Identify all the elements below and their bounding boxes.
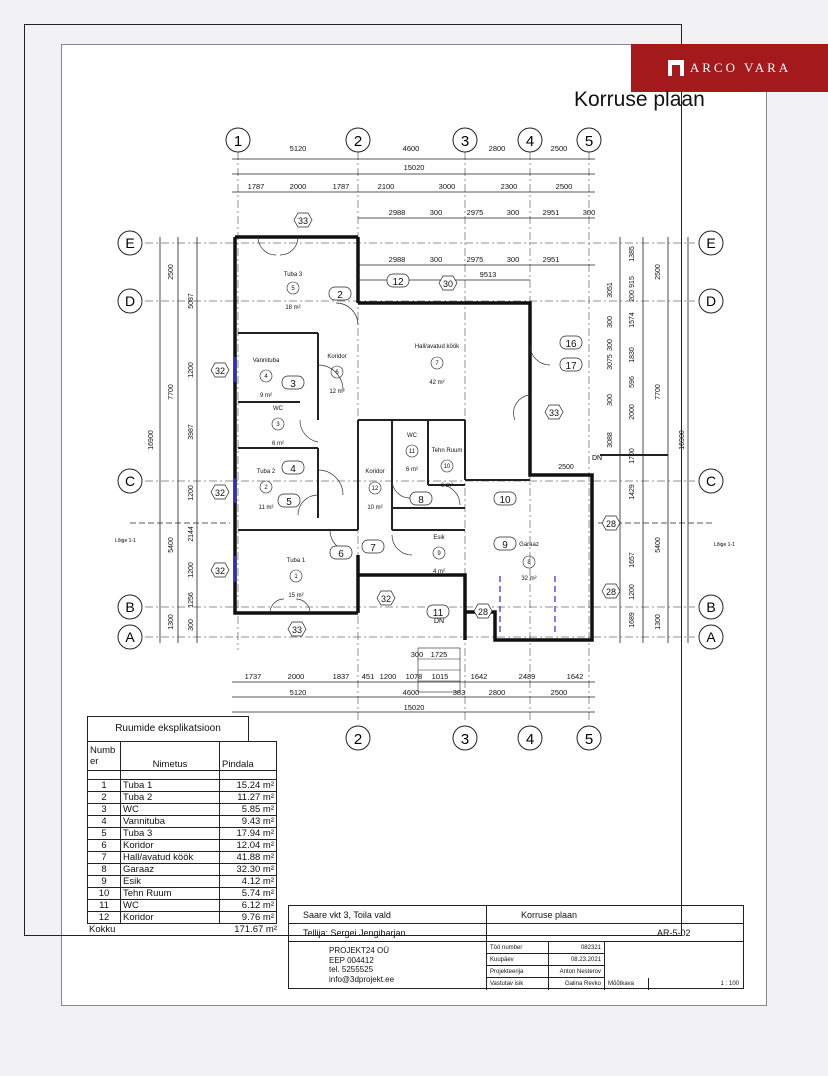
window-tag [545,405,563,419]
table-row: 12 Koridor 9.76 m² [88,912,277,924]
svg-text:2: 2 [337,290,343,301]
svg-text:28: 28 [605,519,617,529]
dim-text: 2489 [518,672,536,681]
dim-text: 5120 [289,688,307,697]
dim-text: 1725 [430,650,448,659]
dim-text: 2988 [388,208,406,217]
explication-caption: Ruumide eksplikatsioon [87,716,249,741]
table-row: 8 Garaaz 32.30 m² [88,864,277,876]
grid-bubble-3-bottom [453,726,477,750]
dim-text: 1429 [629,484,636,500]
svg-text:Tuba 3: Tuba 3 [283,272,303,278]
svg-text:Garaaz: Garaaz [519,542,539,548]
tb-value-responsible: Galina Revko [549,978,605,990]
window-tag [211,363,229,377]
total-label: Kokku [89,924,116,935]
dn-label-stairs: DN [434,618,445,625]
dim-text: 596 [629,376,636,388]
svg-text:Tuba 1: Tuba 1 [286,558,306,564]
dim-text: 5400 [655,537,662,553]
svg-text:A: A [706,629,716,645]
svg-text:33: 33 [291,625,303,635]
svg-text:2: 2 [353,133,363,150]
dimensions-right [558,246,686,630]
svg-text:11 m²: 11 m² [258,505,274,511]
dim-text: 5400 [168,537,175,553]
dimensions-left [148,264,195,631]
svg-text:D: D [705,293,717,309]
grid-bubbles-bottom [346,726,601,750]
dim-text: 300 [429,255,443,264]
svg-text:17: 17 [565,361,577,372]
dim-text: 2500 [550,144,568,153]
dim-text: 3000 [438,182,456,191]
door-tag [278,494,300,508]
door-tags [278,274,582,619]
dim-text: 4600 [402,144,420,153]
dim-text: 2000 [287,672,305,681]
svg-text:3: 3 [276,422,280,428]
svg-text:32: 32 [214,566,226,576]
svg-text:7: 7 [435,361,439,367]
door-tag [494,492,516,506]
window-tag [602,516,620,530]
tb-value-job: 082321 [549,942,605,954]
door-tag [560,336,582,350]
window-tags [211,213,620,636]
room-garaaz [519,542,539,582]
svg-text:28: 28 [605,587,617,597]
svg-text:6 m²: 6 m² [272,441,284,447]
svg-text:32: 32 [214,488,226,498]
room-koridor-12 [365,469,384,511]
col-header-name: Nimetus [121,742,220,771]
room-wc-3 [272,406,284,447]
window-tag [377,591,395,605]
dim-text: 2300 [500,182,518,191]
room-tehn-ruum [432,448,463,489]
svg-text:33: 33 [548,408,560,418]
svg-text:WC: WC [273,406,283,412]
tb-label-job: Töö number [487,942,549,954]
door-tag [494,537,516,551]
svg-text:30: 30 [442,279,454,289]
dim-text: 1689 [629,612,636,628]
dim-text: 1830 [629,347,636,363]
dim-text: 15020 [403,163,425,172]
dim-text: 2500 [168,264,175,280]
svg-text:WC: WC [407,433,417,439]
table-row: 5 Tuba 3 17.94 m² [88,828,277,840]
dim-text: 3987 [188,424,195,440]
dim-text: 300 [188,619,195,631]
table-row: 7 Hall/avatud köök 41.88 m² [88,852,277,864]
dim-text: 9513 [479,270,497,279]
dim-text: 1737 [244,672,262,681]
svg-text:11: 11 [432,608,444,619]
svg-text:15 m²: 15 m² [288,593,304,599]
dim-text: 1700 [629,448,636,464]
window-tag [211,485,229,499]
svg-text:9: 9 [437,551,441,557]
dim-text: 1787 [247,182,265,191]
dim-text: 7700 [168,384,175,400]
svg-text:16: 16 [565,339,577,350]
dim-text: 2500 [655,264,662,280]
tb-sheet-code: AR-5-02 [487,924,743,942]
dim-text: 2000 [289,182,307,191]
dim-text: 1078 [405,672,423,681]
company-name: PROJEKT24 OÜ [329,946,390,955]
dim-text: 1200 [188,362,195,378]
grid-bubble-5-bottom [577,726,601,750]
grid-bubbles-right [699,231,723,649]
room-wc-11 [406,433,418,473]
grid-bubble-A-right [699,625,723,649]
dim-text: 1256 [188,592,195,608]
svg-text:D: D [124,293,136,309]
tb-company [289,942,487,990]
dim-text: 1574 [629,312,636,328]
svg-text:6 m²: 6 m² [406,467,418,473]
room-vannituba [253,358,280,399]
svg-text:12: 12 [371,486,379,492]
dim-text: 1385 [629,246,636,262]
door-tag [362,540,384,554]
dim-text: 3051 [607,282,614,298]
dim-text: 2975 [466,208,484,217]
svg-text:32: 32 [380,594,392,604]
dim-text: 2000 [629,404,636,420]
grid-bubbles-left [118,231,142,649]
door-tag [427,605,449,619]
dim-text: 300 [607,316,614,328]
grid-bubble-4-bottom [518,726,542,750]
tb-value-designer: Anton Nesterov [549,966,605,978]
svg-text:33: 33 [297,216,309,226]
svg-text:8: 8 [418,495,424,506]
svg-text:10: 10 [499,495,511,506]
svg-text:11: 11 [408,449,416,455]
table-spacer [88,771,277,780]
table-row: 4 Vannituba 9.43 m² [88,816,277,828]
company-reg: EEP 004412 [329,955,374,965]
table-row: 11 WC 6.12 m² [88,900,277,912]
window-tag [439,276,457,290]
table-row: 9 Esik 4.12 m² [88,876,277,888]
tb-address: Saare vkt 3, Toila vald [289,906,487,924]
svg-text:A: A [125,629,135,645]
room-tuba-3 [284,272,303,311]
dim-text: 16900 [148,430,155,450]
dim-text: 1015 [431,672,449,681]
svg-text:6 m²: 6 m² [441,483,453,489]
svg-text:8: 8 [527,560,531,566]
dim-text: 2951 [542,255,560,264]
dim-text: 3088 [607,432,614,448]
table-row: 6 Koridor 12.04 m² [88,840,277,852]
svg-text:Esik: Esik [433,535,445,541]
table-header-row [88,742,277,771]
tb-label-date: Kuupäev [487,954,549,966]
tb-label-responsible: Vastutav isik [487,978,549,990]
explication-table [87,741,277,924]
dim-text: 3075 [607,354,614,370]
grid-bubble-C-left [118,469,142,493]
door-tag [560,358,582,372]
svg-text:4: 4 [525,731,535,748]
table-row: 2 Tuba 2 11.27 m² [88,792,277,804]
dim-text: 2500 [550,688,568,697]
grid-bubble-3-top [453,128,477,152]
door-tag [282,376,304,390]
grid-bubble-B-right [699,595,723,619]
dim-text: 300 [582,208,596,217]
svg-text:4: 4 [525,133,535,150]
dim-text: 2100 [377,182,395,191]
room-koridor-6 [327,354,346,395]
page-title: Korruse plaan [574,88,705,111]
dim-text: 300 [506,255,520,264]
dn-label: DN [592,455,603,462]
room-tuba-1 [287,558,306,599]
svg-text:E: E [706,235,716,251]
dim-text: 2500 [558,464,574,471]
dimensions-top [248,144,596,279]
svg-text:4: 4 [264,374,268,380]
svg-text:Tuba 2: Tuba 2 [256,469,276,475]
grid-bubble-E-right [699,231,723,255]
svg-text:9: 9 [502,540,508,551]
dim-text: 4600 [402,688,420,697]
grid-bubble-D-right [699,289,723,313]
dim-text: 1642 [470,672,488,681]
section-label-left: Lõige 1-1 [115,538,136,544]
grid-bubble-E-left [118,231,142,255]
svg-text:E: E [125,235,135,251]
dim-text: 2975 [466,255,484,264]
svg-text:5: 5 [584,133,594,150]
dim-text: 200 [629,290,636,302]
svg-text:C: C [124,473,136,489]
dim-text: 15020 [403,703,425,712]
svg-text:5: 5 [584,731,594,748]
dim-text: 16900 [679,430,686,450]
door-tag [329,287,351,301]
svg-text:42 m²: 42 m² [429,380,445,386]
grid-bubble-1-top [226,128,250,152]
svg-text:2: 2 [264,485,268,491]
svg-text:10 m²: 10 m² [367,505,383,511]
svg-text:6: 6 [335,370,339,376]
window-tag [294,213,312,227]
svg-text:9 m²: 9 m² [260,393,272,399]
dim-text: 7700 [655,384,662,400]
tb-value-scale: 1 : 100 [720,981,739,987]
svg-text:12: 12 [392,277,404,288]
tb-label-designer: Projekteerija [487,966,549,978]
dimensions-bottom [245,650,584,712]
table-row: 3 WC 5.85 m² [88,804,277,816]
dim-text: 300 [607,394,614,406]
svg-text:4 m²: 4 m² [433,569,445,575]
svg-text:3: 3 [460,731,470,748]
dim-text: 2800 [488,144,506,153]
dim-text: 1200 [629,584,636,600]
svg-text:Tehn Ruum: Tehn Ruum [431,448,463,454]
title-block [288,905,744,989]
tb-label-scale: Mõõtkava [605,978,649,990]
room-tuba-2 [257,469,276,511]
svg-text:3: 3 [460,133,470,150]
dim-text: 1642 [566,672,584,681]
room-esik [433,535,446,575]
dim-text: 2800 [488,688,506,697]
room-hall-kitchen [415,344,460,386]
svg-text:Koridor: Koridor [365,469,385,475]
total-value: 171.67 m² [234,924,277,935]
window-tag [602,584,620,598]
dim-text: 300 [607,339,614,351]
window-tag [474,604,492,618]
room-labels [253,272,539,599]
svg-text:4: 4 [290,464,296,475]
explication-total [87,924,279,935]
dim-text: 2988 [388,255,406,264]
dim-text: 1787 [332,182,350,191]
tb-value-date: 08.23.2021 [549,954,605,966]
dim-text: 5120 [289,144,307,153]
svg-text:32: 32 [214,366,226,376]
svg-text:1: 1 [233,133,243,150]
dim-text: 1657 [629,552,636,568]
svg-text:Koridor: Koridor [327,354,347,360]
col-header-area: Pindala [220,742,277,771]
svg-text:6: 6 [338,549,344,560]
company-phone: tel. 5255525 [329,965,374,974]
grid-bubble-A-left [118,625,142,649]
section-label-right: Lõige 1-1 [714,542,735,548]
dim-text: 451 [361,672,375,681]
dim-text: 300 [410,650,424,659]
table-row: 10 Tehn Ruum 5.74 m² [88,888,277,900]
svg-text:32 m²: 32 m² [521,576,537,582]
svg-text:5: 5 [286,497,292,508]
dim-text: 915 [629,276,636,288]
dim-text: 1300 [655,614,662,630]
grid-bubble-B-left [118,595,142,619]
door-tag [410,492,432,506]
svg-text:5: 5 [291,286,295,292]
dim-text: 1200 [188,485,195,501]
company-email: info@3dprojekt.ee [329,974,395,984]
table-row: 1 Tuba 1 15.24 m² [88,780,277,792]
window-tag [288,622,306,636]
tb-sheet-name: Korruse plaan [487,906,743,924]
door-tag [282,461,304,475]
col-header-number: Numb er [88,742,121,771]
dim-text: 300 [506,208,520,217]
svg-text:28: 28 [477,607,489,617]
dim-text: 1200 [188,562,195,578]
svg-text:C: C [705,473,717,489]
svg-text:18 m²: 18 m² [285,305,301,311]
svg-text:12 m²: 12 m² [329,389,345,395]
dim-text: 1300 [168,614,175,630]
dim-text: 2144 [188,526,195,542]
dim-text: 300 [429,208,443,217]
dim-text: 2500 [555,182,573,191]
svg-text:3: 3 [290,379,296,390]
svg-text:10: 10 [443,464,451,470]
window-tag [211,563,229,577]
dim-text: 1200 [379,672,397,681]
svg-text:7: 7 [370,543,376,554]
grid-bubble-4-top [518,128,542,152]
brand-name: ARCO VARA [689,60,792,75]
tb-client: Tellija: Sergei Jengibarjan [289,924,487,942]
dim-text: 2951 [542,208,560,217]
svg-text:B: B [706,599,716,615]
grid-bubble-2-top [346,128,370,152]
door-tag [387,274,409,288]
grid-bubble-5-top [577,128,601,152]
svg-text:1: 1 [294,574,298,580]
dim-text: 383 [452,688,466,697]
dim-text: 1837 [332,672,350,681]
svg-text:2: 2 [353,731,363,748]
grid-bubble-D-left [118,289,142,313]
dim-text: 5087 [188,293,195,309]
svg-text:Hall/avatud köök: Hall/avatud köök [414,344,460,350]
svg-text:Vannituba: Vannituba [252,358,280,364]
room-explication [87,716,277,935]
svg-text:B: B [125,599,135,615]
grid-bubble-2-bottom [346,726,370,750]
door-tag [330,546,352,560]
grid-bubble-C-right [699,469,723,493]
